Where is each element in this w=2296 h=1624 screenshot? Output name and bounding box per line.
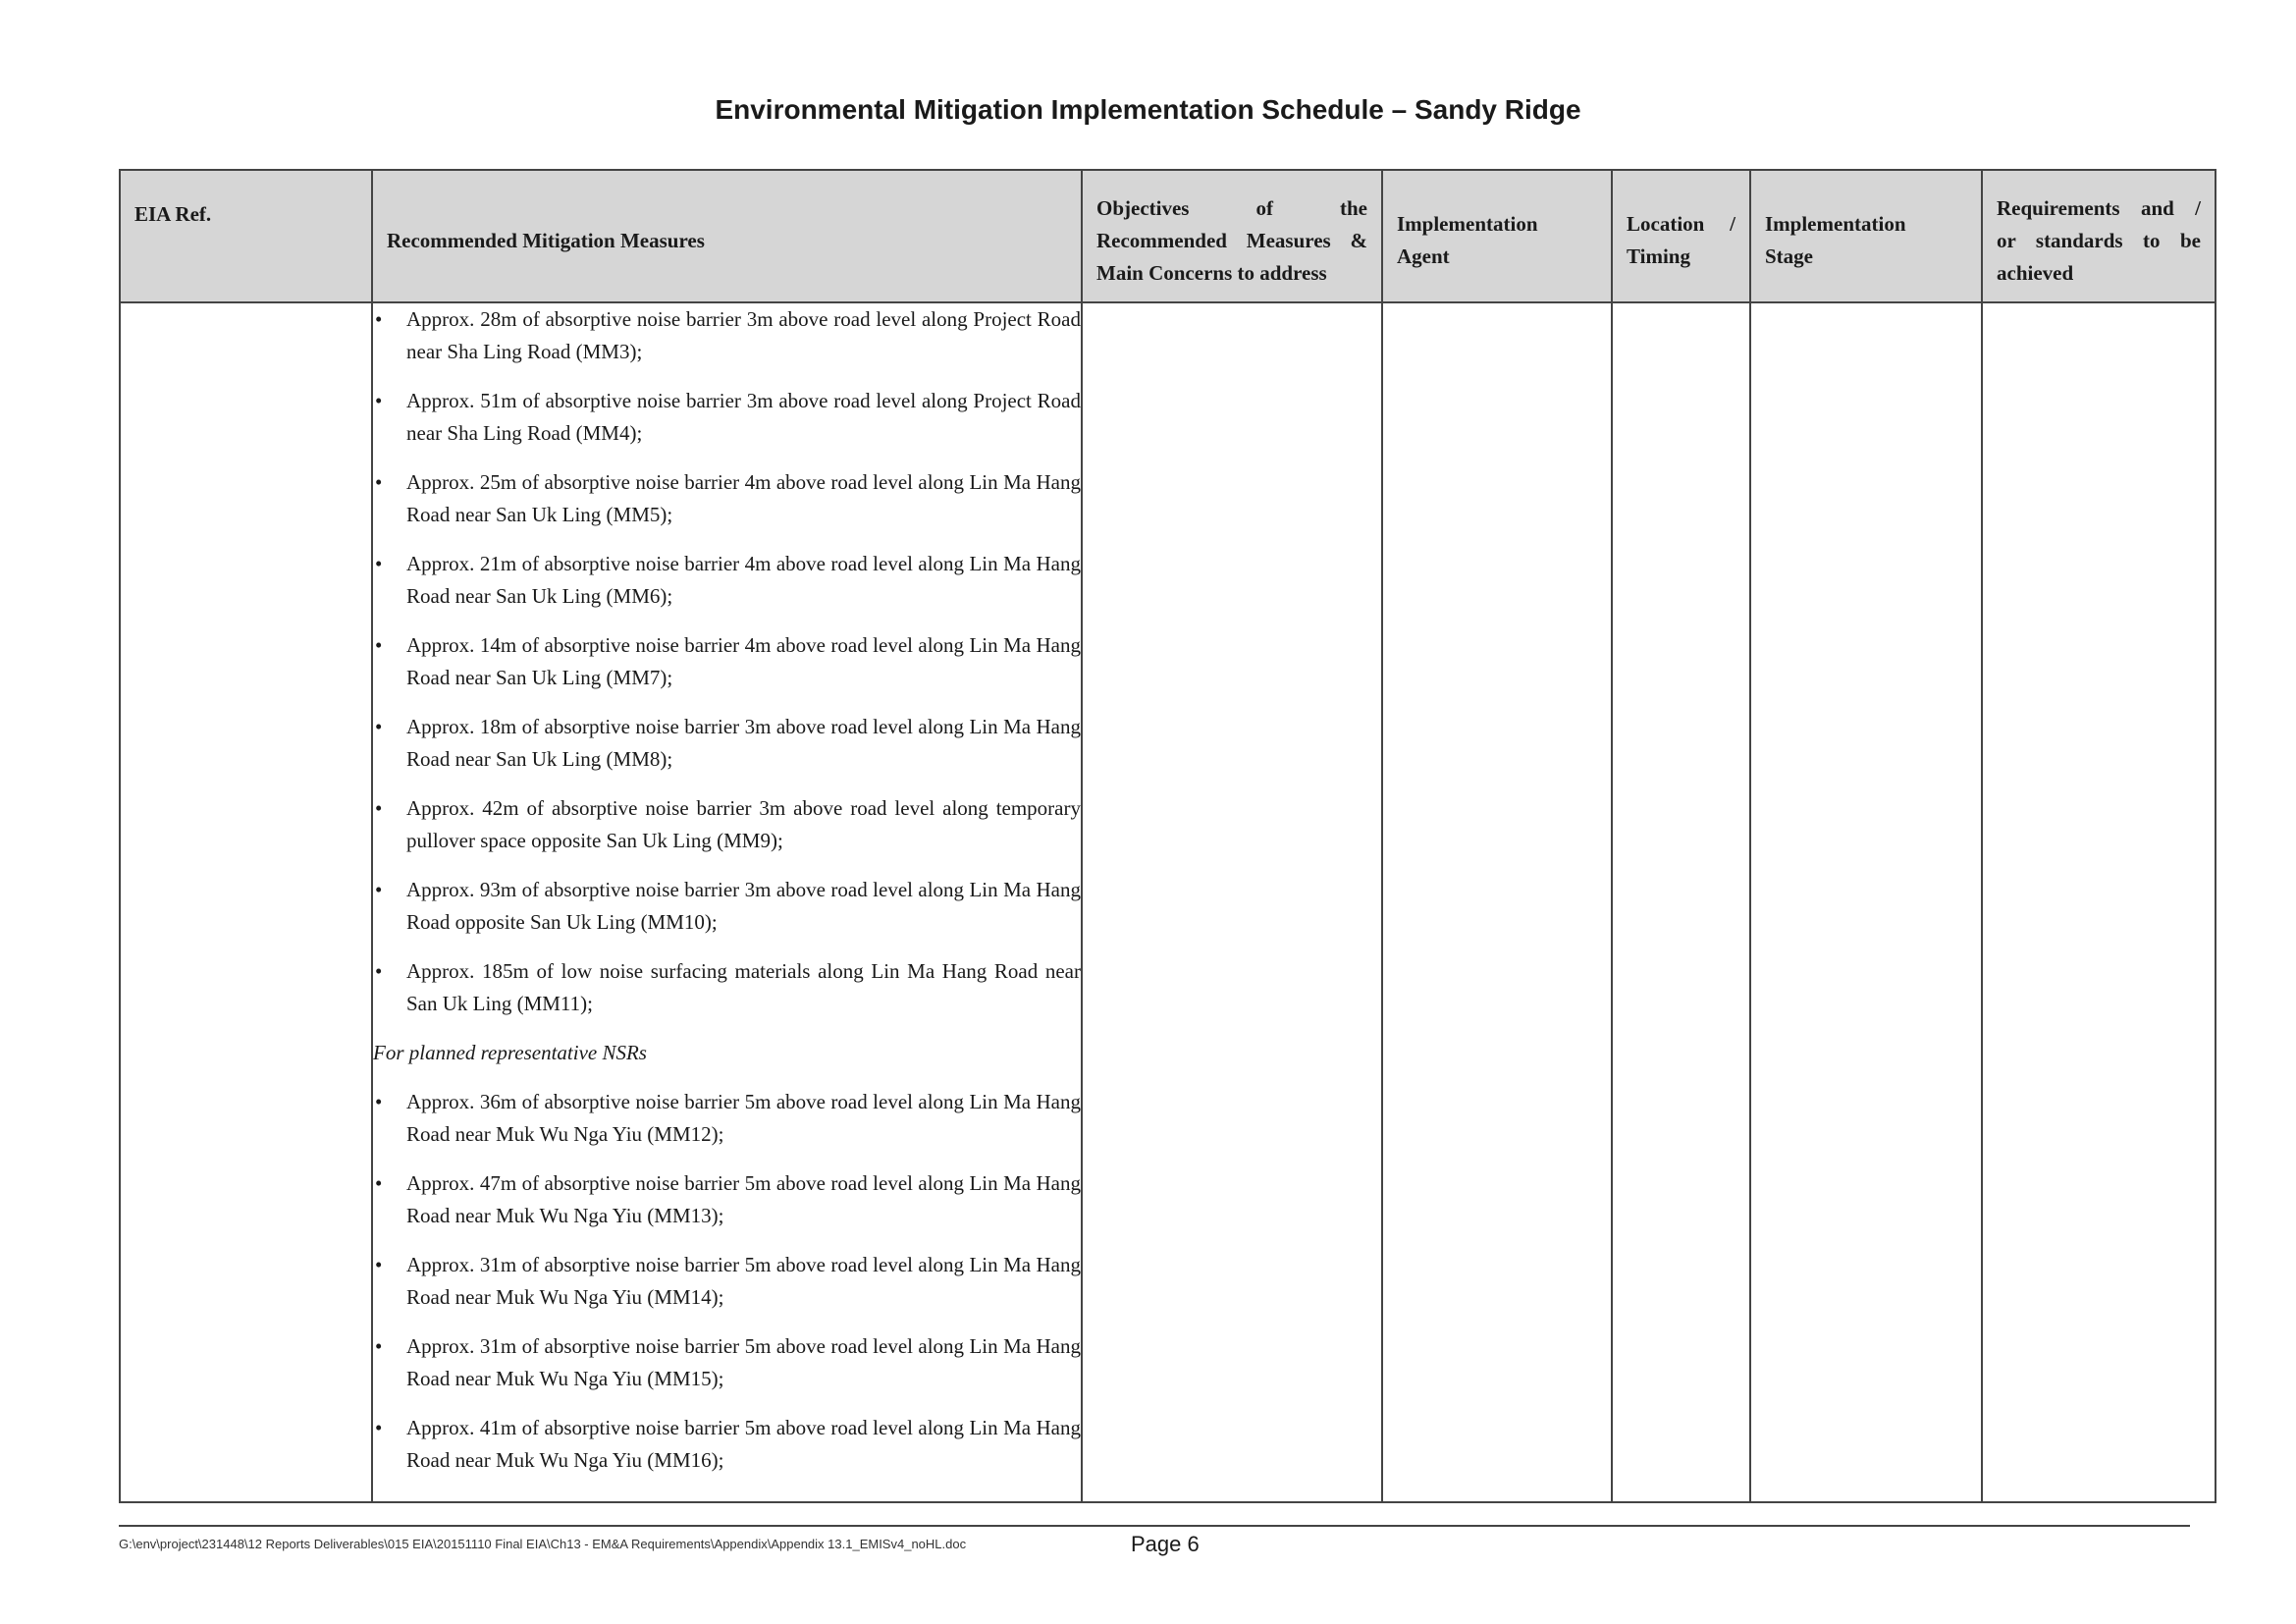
bullet-icon: • [375,1334,383,1358]
list-item [373,711,1081,776]
list-item [373,1330,1081,1395]
header-stage-line: Stage [1765,244,1813,268]
cell-agent [1382,302,1612,1502]
bullet-icon: • [375,1090,383,1113]
header-row [120,170,2216,302]
header-location-line: Timing [1627,244,1690,268]
cell-stage [1750,302,1982,1502]
bullet-icon: • [375,796,383,820]
header-location-line: Location / [1627,212,1735,236]
item-text: Approx. 25m of absorptive noise barrier 4m above road level along Lin Ma Hang Road near San Uk Ling (MM5); [406,470,1081,526]
header-requirements-line: or standards to be [1997,229,2201,252]
bullet-icon: • [375,307,383,331]
item-text: Approx. 185m of low noise surfacing materials along Lin Ma Hang Road near San Uk Ling (MM11); [406,959,1081,1015]
header-agent-line: Implementation [1397,212,1538,236]
footer-divider [119,1525,2190,1527]
item-text: Approx. 18m of absorptive noise barrier 3m above road level along Lin Ma Hang Road near San Uk Ling (MM8); [406,715,1081,771]
bullet-icon: • [375,878,383,901]
item-text: Approx. 36m of absorptive noise barrier 5m above road level along Lin Ma Hang Road near Muk Wu Nga Yiu (MM12); [406,1090,1081,1146]
bullet-icon: • [375,470,383,494]
page-title: Environmental Mitigation Implementation Schedule – Sandy Ridge [715,94,1581,125]
item-text: Approx. 41m of absorptive noise barrier 5m above road level along Lin Ma Hang Road near Muk Wu Nga Yiu (MM16); [406,1416,1081,1472]
bullet-icon: • [375,389,383,412]
header-objectives-line: Main Concerns to address [1096,261,1327,285]
bullet-icon: • [375,715,383,738]
header-objectives-line: Recommended Measures & [1096,229,1367,252]
header-stage-line: Implementation [1765,212,1906,236]
bullet-icon: • [375,633,383,657]
cell-eia-ref [120,302,372,1502]
list-item [373,385,1081,450]
header-requirements-line: Requirements and / [1997,196,2201,220]
list-item [373,1167,1081,1232]
item-text: Approx. 28m of absorptive noise barrier 3m above road level along Project Road near Sha Ling Road (MM3); [406,307,1081,363]
item-text: Approx. 51m of absorptive noise barrier 3m above road level along Project Road near Sha Ling Road (MM4); [406,389,1081,445]
list-item [373,874,1081,939]
header-agent [1382,170,1612,302]
item-text: Approx. 93m of absorptive noise barrier 3m above road level along Lin Ma Hang Road opposite San Uk Ling (MM10); [406,878,1081,934]
list-item [373,1086,1081,1151]
list-item [373,548,1081,613]
list-item [373,303,1081,368]
list-item [373,1412,1081,1477]
item-text: Approx. 21m of absorptive noise barrier 4m above road level along Lin Ma Hang Road near San Uk Ling (MM6); [406,552,1081,608]
header-location [1612,170,1750,302]
list-item [373,466,1081,531]
item-text: Approx. 31m of absorptive noise barrier 5m above road level along Lin Ma Hang Road near Muk Wu Nga Yiu (MM14); [406,1253,1081,1309]
footer-file-path: G:\env\project\231448\12 Reports Deliverables\015 EIA\20151110 Final EIA\Ch13 - EM&A Requirements\Appendix\Appendix 13.1_EMISv4_noHL.doc [119,1537,967,1551]
header-objectives-line: Objectives of the [1096,196,1367,220]
list-item [373,955,1081,1020]
header-requirements-line: achieved [1997,261,2074,285]
header-eia-ref: EIA Ref. [120,170,372,302]
cell-requirements [1982,302,2216,1502]
item-text: Approx. 14m of absorptive noise barrier 4m above road level along Lin Ma Hang Road near San Uk Ling (MM7); [406,633,1081,689]
item-text: Approx. 47m of absorptive noise barrier 5m above road level along Lin Ma Hang Road near Muk Wu Nga Yiu (MM13); [406,1171,1081,1227]
bullet-icon: • [375,1416,383,1439]
bullet-icon: • [375,1253,383,1276]
item-text: Approx. 31m of absorptive noise barrier 5m above road level along Lin Ma Hang Road near Muk Wu Nga Yiu (MM15); [406,1334,1081,1390]
list-item [373,629,1081,694]
header-requirements [1982,170,2216,302]
bullet-icon: • [375,552,383,575]
bullet-icon: • [375,959,383,983]
list-item [373,1249,1081,1314]
bullet-icon: • [375,1171,383,1195]
cell-location [1612,302,1750,1502]
page-number: Page 6 [1131,1532,1200,1556]
header-objectives [1082,170,1382,302]
table-row [120,302,2216,1502]
schedule-table [119,169,2216,1503]
cell-measures [372,302,1082,1502]
list-item [373,792,1081,857]
header-stage [1750,170,1982,302]
header-agent-line: Agent [1397,244,1450,268]
header-measures: Recommended Mitigation Measures [372,170,1082,302]
cell-objectives [1082,302,1382,1502]
subheading: For planned representative NSRs [373,1041,647,1064]
item-text: Approx. 42m of absorptive noise barrier 3m above road level along temporary pullover space opposite San Uk Ling (MM9); [406,796,1081,852]
